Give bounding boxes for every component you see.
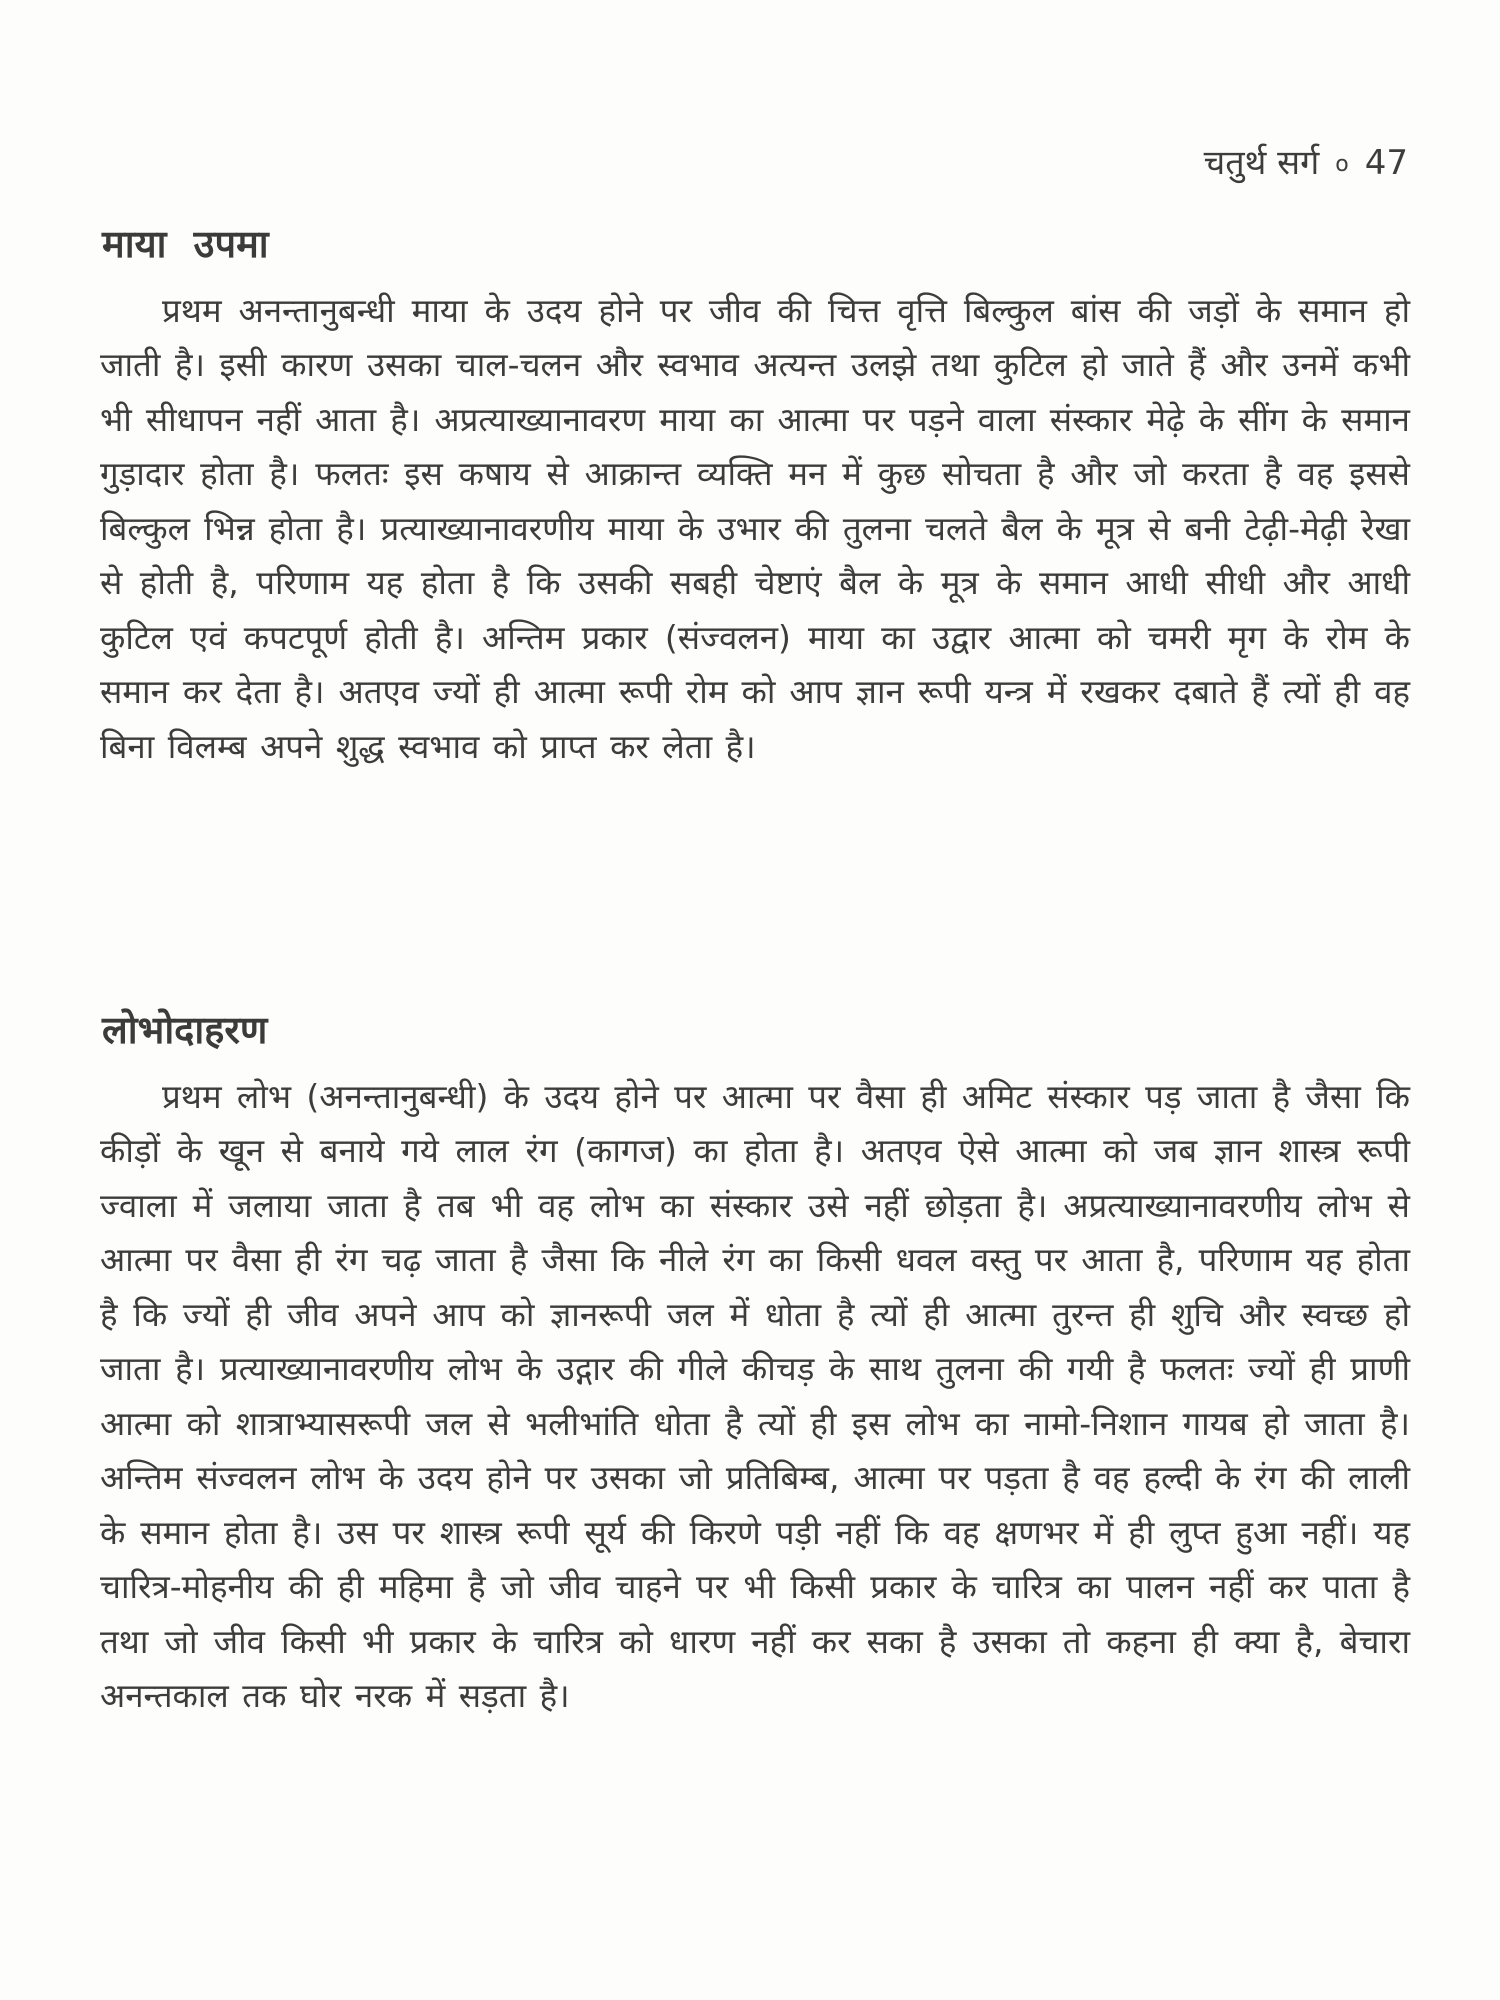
section-maya-upma (100, 222, 1410, 774)
section-lobhodaharan (100, 1008, 1410, 1724)
section-paragraph: प्रथम लोभ (अनन्तानुबन्धी) के उदय होने पर आत्मा पर वैसा ही अमिट संस्कार पड़ जाता है जैसा कि कीड़ों के खून से बनाये गये लाल रंग (कागज) का होता है। अतएव ऐसे आत्मा को जब ज्ञान शास्त्र रूपी ज्वाला में जलाया जाता है तब भी वह लोभ का संस्कार उसे नहीं छोड़ता है। अप्रत्याख्यानावरणीय लोभ से आत्मा पर वैसा ही रंग चढ़ जाता है जैसा कि नीले रंग का किसी धवल वस्तु पर आता है, परिणाम यह होता है कि ज्यों ही जीव अपने आप को ज्ञानरूपी जल में धोता है त्यों ही आत्मा तुरन्त ही शुचि और स्वच्छ हो जाता है। प्रत्याख्यानावरणीय लोभ के उद्गार की गीले कीचड़ के साथ तुलना की गयी है फलतः ज्यों ही प्राणी आत्मा को शात्राभ्यासरूपी जल से भलीभांति धोता है त्यों ही इस लोभ का नामो-निशान गायब हो जाता है। अन्तिम संज्वलन लोभ के उदय होने पर उसका जो प्रतिबिम्ब, आत्मा पर पड़ता है वह हल्दी के रंग की लाली के समान होता है। उस पर शास्त्र रूपी सूर्य की किरणे पड़ी नहीं कि वह क्षणभर में ही लुप्त हुआ नहीं। यह चारित्र-मोहनीय की ही महिमा है जो जीव चाहने पर भी किसी प्रकार के चारित्र का पालन नहीं कर पाता है तथा जो जीव किसी भी प्रकार के चारित्र को धारण नहीं कर सका है उसका तो कहना ही क्या है, बेचारा अनन्तकाल तक घोर नरक में सड़ता है। (100, 1076, 1410, 1716)
chapter-title: चतुर्थ सर्ग (1203, 143, 1320, 183)
header-separator: o (1335, 152, 1349, 177)
section-heading: लोभोदाहरण (102, 1008, 268, 1052)
running-header (1204, 138, 1408, 184)
section-heading: माया उपमा (102, 222, 269, 266)
page-number: 47 (1364, 143, 1408, 183)
section-paragraph: प्रथम अनन्तानुबन्धी माया के उदय होने पर जीव की चित्त वृत्ति बिल्कुल बांस की जड़ों के समान हो जाती है। इसी कारण उसका चाल-चलन और स्वभाव अत्यन्त उलझे तथा कुटिल हो जाते हैं और उनमें कभी भी सीधापन नहीं आता है। अप्रत्याख्यानावरण माया का आत्मा पर पड़ने वाला संस्कार मेढ़े के सींग के समान गुड़ादार होता है। फलतः इस कषाय से आक्रान्त व्यक्ति मन में कुछ सोचता है और जो करता है वह इससे बिल्कुल भिन्न होता है। प्रत्याख्यानावरणीय माया के उभार की तुलना चलते बैल के मूत्र से बनी टेढ़ी-मेढ़ी रेखा से होती है, परिणाम यह होता है कि उसकी सबही चेष्टाएं बैल के मूत्र के समान आधी सीधी और आधी कुटिल एवं कपटपूर्ण होती है। अन्तिम प्रकार (संज्वलन) माया का उद्वार आत्मा को चमरी मृग के रोम के समान कर देता है। अतएव ज्यों ही आत्मा रूपी रोम को आप ज्ञान रूपी यन्त्र में रखकर दबाते हैं त्यों ही वह बिना विलम्ब अपने शुद्ध स्वभाव को प्राप्त कर लेता है। (100, 290, 1410, 766)
